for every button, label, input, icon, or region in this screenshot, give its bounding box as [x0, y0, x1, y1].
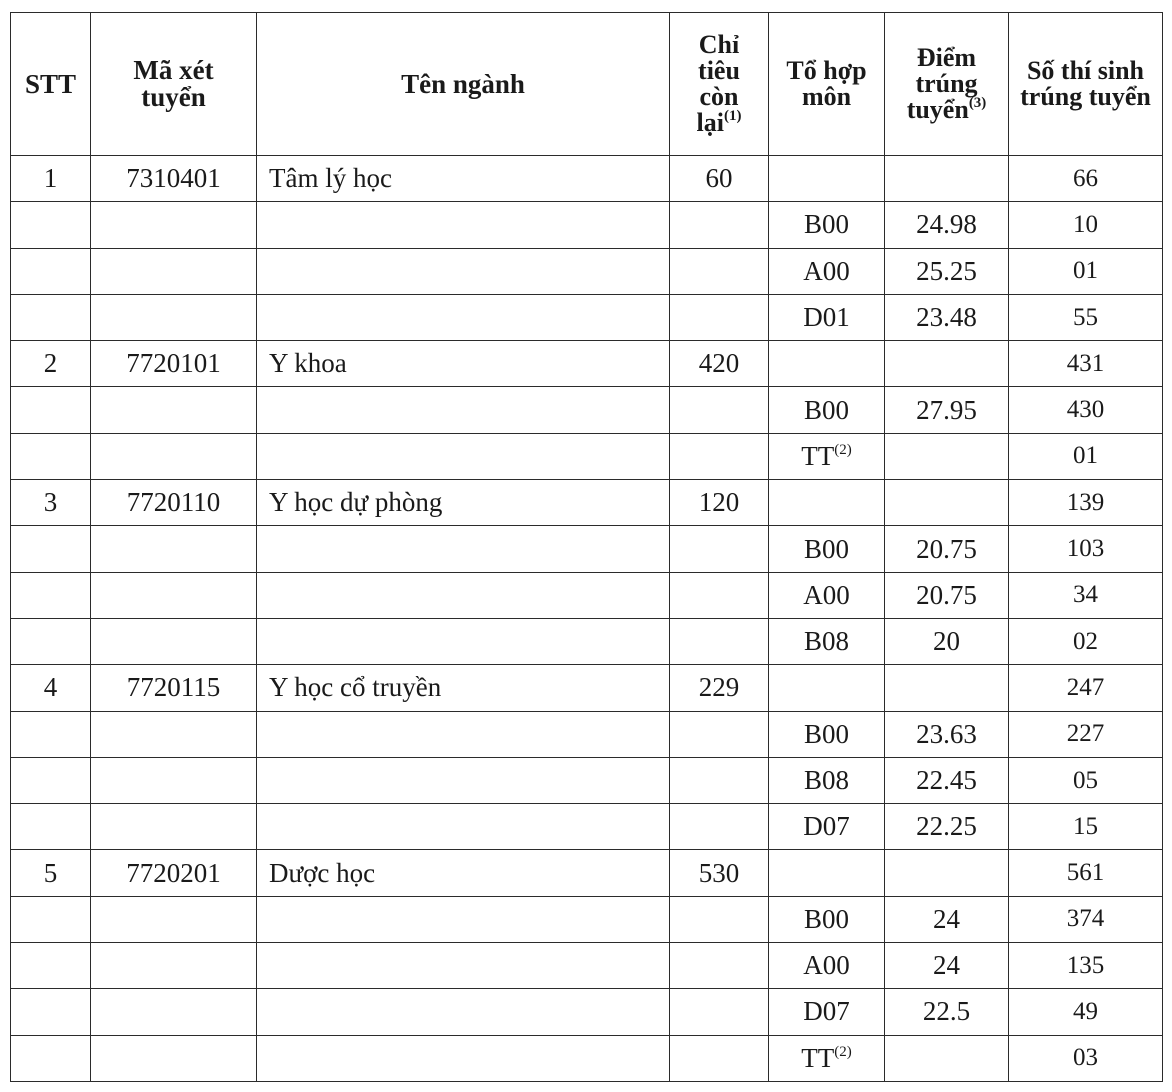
combo-code: B00 — [803, 718, 849, 749]
cell-quota — [670, 294, 769, 340]
cell-major: Dược học — [257, 850, 670, 896]
cell-major — [257, 1035, 670, 1081]
cell-quota: 420 — [670, 341, 769, 387]
cell-combo — [769, 618, 885, 664]
cell-code: 7720101 — [91, 341, 257, 387]
cell-major: Y khoa — [257, 341, 670, 387]
header-score-footnote: (3) — [968, 95, 987, 111]
cell-count: 34 — [1009, 572, 1163, 618]
header-code — [91, 13, 257, 156]
cell-count: 01 — [1009, 248, 1163, 294]
cell-score — [885, 433, 1009, 479]
cell-code: 7310401 — [91, 156, 257, 202]
cell-combo — [769, 711, 885, 757]
cell-quota — [670, 433, 769, 479]
cell-stt — [11, 943, 91, 989]
cell-combo — [769, 202, 885, 248]
cell-major — [257, 757, 670, 803]
cell-count: 103 — [1009, 526, 1163, 572]
cell-count: 02 — [1009, 618, 1163, 664]
cell-score: 23.48 — [885, 294, 1009, 340]
cell-combo — [769, 989, 885, 1035]
cell-quota — [670, 804, 769, 850]
cell-major — [257, 711, 670, 757]
cell-major: Y học dự phòng — [257, 480, 670, 526]
cell-stt — [11, 989, 91, 1035]
cell-code — [91, 1035, 257, 1081]
cell-quota — [670, 989, 769, 1035]
cell-score: 22.5 — [885, 989, 1009, 1035]
table-row — [11, 202, 1163, 248]
combo-code: B00 — [803, 394, 849, 425]
combo-footnote: (2) — [834, 441, 852, 458]
cell-score: 25.25 — [885, 248, 1009, 294]
cell-score — [885, 156, 1009, 202]
table-row — [11, 665, 1163, 711]
header-combo — [769, 13, 885, 156]
header-quota — [670, 13, 769, 156]
cell-major — [257, 989, 670, 1035]
cell-score — [885, 850, 1009, 896]
cell-quota: 120 — [670, 480, 769, 526]
cell-major — [257, 572, 670, 618]
cell-count: 374 — [1009, 896, 1163, 942]
cell-quota: 530 — [670, 850, 769, 896]
cell-combo — [769, 896, 885, 942]
cell-score — [885, 1035, 1009, 1081]
cell-code — [91, 943, 257, 989]
cell-count: 561 — [1009, 850, 1163, 896]
cell-major — [257, 202, 670, 248]
cell-major — [257, 943, 670, 989]
cell-code — [91, 896, 257, 942]
cell-combo — [769, 757, 885, 803]
combo-code: B00 — [803, 533, 849, 564]
cell-code: 7720115 — [91, 665, 257, 711]
cell-score: 20.75 — [885, 526, 1009, 572]
cell-stt — [11, 572, 91, 618]
cell-stt — [11, 1035, 91, 1081]
cell-stt — [11, 711, 91, 757]
cell-combo — [769, 665, 885, 711]
header-admitted — [1009, 13, 1163, 156]
cell-count: 03 — [1009, 1035, 1163, 1081]
cell-stt: 2 — [11, 341, 91, 387]
cell-major — [257, 433, 670, 479]
header-admitted-text: Số thí sinh trúng tuyển — [1020, 56, 1151, 111]
cell-score: 22.25 — [885, 804, 1009, 850]
cell-count: 247 — [1009, 665, 1163, 711]
combo-code: A00 — [803, 950, 850, 981]
cell-stt — [11, 248, 91, 294]
table-row — [11, 480, 1163, 526]
combo-code: A00 — [803, 579, 850, 610]
cell-combo — [769, 804, 885, 850]
cell-code — [91, 757, 257, 803]
table-row — [11, 850, 1163, 896]
table-row — [11, 526, 1163, 572]
cell-combo — [769, 433, 885, 479]
header-score-text: Điểm trúng tuyển — [906, 43, 978, 124]
cell-code: 7720201 — [91, 850, 257, 896]
cell-major: Tâm lý học — [257, 156, 670, 202]
cell-score: 24 — [885, 943, 1009, 989]
cell-quota: 60 — [670, 156, 769, 202]
cell-code — [91, 572, 257, 618]
cell-count: 139 — [1009, 480, 1163, 526]
cell-combo — [769, 572, 885, 618]
cell-code — [91, 804, 257, 850]
cell-stt — [11, 526, 91, 572]
cell-stt: 5 — [11, 850, 91, 896]
cell-quota — [670, 711, 769, 757]
table-row — [11, 294, 1163, 340]
cell-code — [91, 294, 257, 340]
table-row — [11, 248, 1163, 294]
cell-combo — [769, 341, 885, 387]
table-row — [11, 341, 1163, 387]
cell-major — [257, 618, 670, 664]
cell-stt — [11, 804, 91, 850]
cell-major — [257, 804, 670, 850]
cell-code — [91, 989, 257, 1035]
cell-stt: 1 — [11, 156, 91, 202]
table-row — [11, 156, 1163, 202]
header-combo-text: Tổ hợp môn — [786, 56, 867, 111]
cell-quota — [670, 1035, 769, 1081]
combo-code: TT — [801, 1042, 835, 1073]
cell-code — [91, 202, 257, 248]
cell-count: 49 — [1009, 989, 1163, 1035]
cell-score: 27.95 — [885, 387, 1009, 433]
cell-score: 20.75 — [885, 572, 1009, 618]
combo-code: B00 — [803, 209, 849, 240]
cell-quota — [670, 572, 769, 618]
cell-code — [91, 711, 257, 757]
combo-code: B00 — [803, 903, 849, 934]
cell-code — [91, 526, 257, 572]
cell-major — [257, 294, 670, 340]
cell-count: 227 — [1009, 711, 1163, 757]
cell-code: 7720110 — [91, 480, 257, 526]
table-row — [11, 618, 1163, 664]
cell-major: Y học cổ truyền — [257, 665, 670, 711]
header-row — [11, 13, 1163, 156]
header-quota-footnote: (1) — [723, 108, 742, 124]
cell-count: 66 — [1009, 156, 1163, 202]
cell-stt — [11, 202, 91, 248]
cell-major — [257, 526, 670, 572]
cell-code — [91, 248, 257, 294]
table-row — [11, 572, 1163, 618]
header-stt: STT — [11, 13, 91, 156]
cell-count: 05 — [1009, 757, 1163, 803]
header-score — [885, 13, 1009, 156]
cell-stt — [11, 757, 91, 803]
combo-code: D07 — [803, 811, 850, 842]
table-row — [11, 711, 1163, 757]
cell-score — [885, 480, 1009, 526]
cell-stt: 4 — [11, 665, 91, 711]
header-code-text: Mã xét tuyển — [133, 55, 214, 112]
cell-quota — [670, 618, 769, 664]
admission-results-table — [10, 12, 1163, 1082]
header-major: Tên ngành — [257, 13, 670, 156]
cell-combo — [769, 1035, 885, 1081]
cell-quota: 229 — [670, 665, 769, 711]
cell-combo — [769, 156, 885, 202]
cell-count: 431 — [1009, 341, 1163, 387]
cell-stt — [11, 618, 91, 664]
combo-code: B08 — [803, 765, 849, 795]
cell-count: 430 — [1009, 387, 1163, 433]
cell-quota — [670, 943, 769, 989]
cell-count: 15 — [1009, 804, 1163, 850]
cell-major — [257, 387, 670, 433]
cell-combo — [769, 850, 885, 896]
cell-quota — [670, 202, 769, 248]
cell-quota — [670, 757, 769, 803]
cell-combo — [769, 294, 885, 340]
cell-score: 22.45 — [885, 757, 1009, 803]
cell-stt — [11, 387, 91, 433]
table-row — [11, 804, 1163, 850]
cell-combo — [769, 526, 885, 572]
cell-count: 10 — [1009, 202, 1163, 248]
table-row — [11, 387, 1163, 433]
cell-score: 20 — [885, 618, 1009, 664]
table-row — [11, 989, 1163, 1035]
table-row — [11, 757, 1163, 803]
cell-combo — [769, 248, 885, 294]
combo-code: D01 — [803, 302, 850, 333]
table-row — [11, 433, 1163, 479]
cell-combo — [769, 480, 885, 526]
cell-quota — [670, 387, 769, 433]
cell-combo — [769, 387, 885, 433]
combo-code: A00 — [803, 255, 850, 286]
cell-combo — [769, 943, 885, 989]
cell-stt — [11, 896, 91, 942]
cell-quota — [670, 526, 769, 572]
cell-stt: 3 — [11, 480, 91, 526]
cell-quota — [670, 896, 769, 942]
combo-code: B08 — [803, 626, 849, 657]
cell-score: 23.63 — [885, 711, 1009, 757]
combo-code: TT — [801, 440, 835, 471]
cell-score — [885, 341, 1009, 387]
combo-footnote: (2) — [834, 1043, 852, 1060]
cell-score: 24.98 — [885, 202, 1009, 248]
header-quota-text: Chỉ tiêu còn lại — [696, 30, 740, 137]
table-row — [11, 943, 1163, 989]
cell-major — [257, 248, 670, 294]
cell-quota — [670, 248, 769, 294]
cell-code — [91, 387, 257, 433]
table-row — [11, 896, 1163, 942]
table-body — [11, 156, 1163, 1082]
cell-score: 24 — [885, 896, 1009, 942]
cell-stt — [11, 433, 91, 479]
cell-major — [257, 896, 670, 942]
cell-score — [885, 665, 1009, 711]
cell-code — [91, 433, 257, 479]
combo-code: D07 — [803, 996, 850, 1027]
cell-count: 55 — [1009, 294, 1163, 340]
table-row — [11, 1035, 1163, 1081]
cell-count: 135 — [1009, 943, 1163, 989]
cell-count: 01 — [1009, 433, 1163, 479]
cell-code — [91, 618, 257, 664]
cell-stt — [11, 294, 91, 340]
